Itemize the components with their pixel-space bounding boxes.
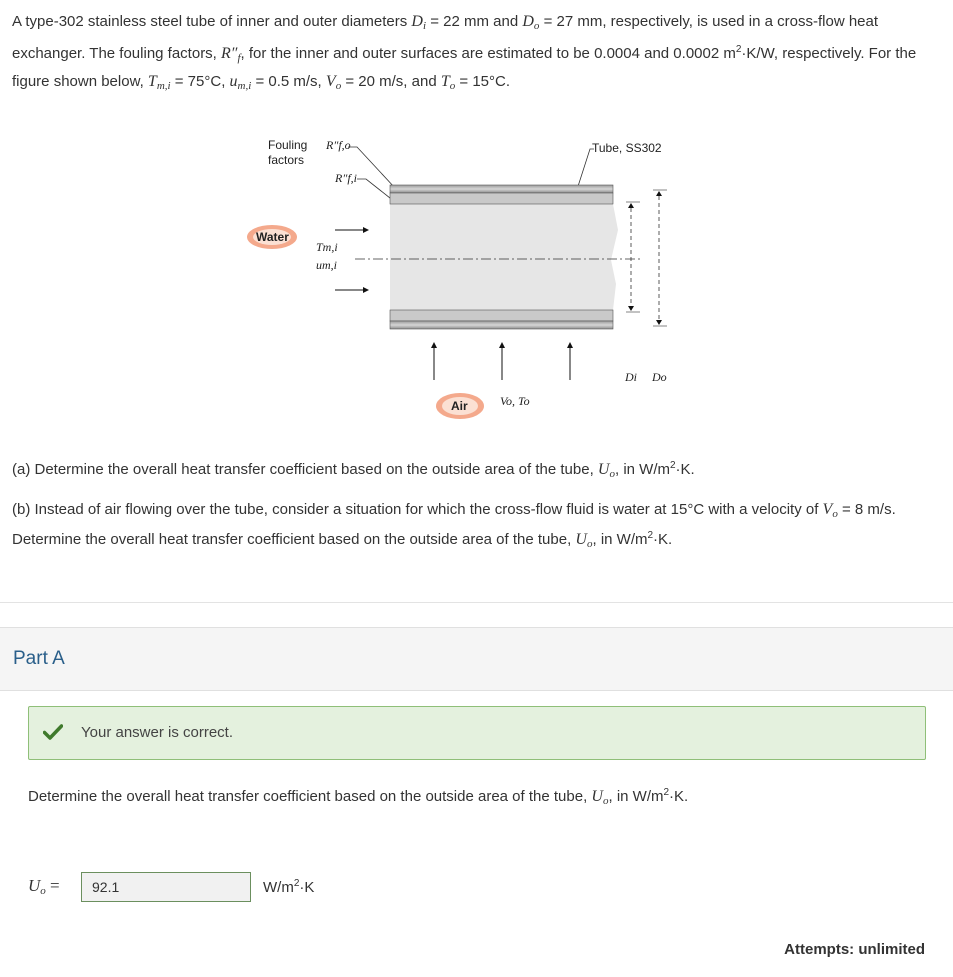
uo-symbol: $U_o$ [591,788,609,807]
uo-symbol: $U_o$ [575,531,593,550]
air-label: Air [451,399,468,413]
answer-label: $U_o$ = [28,876,60,897]
factors-label: factors [268,153,305,167]
umi-symbol: $u_{m,i}$ [229,73,252,92]
rfo-label: R″f,o [326,138,351,152]
rf-symbol: $R''_f$ [221,45,241,64]
top-inner-wall [390,193,613,204]
do-symbol: $D_o$ [522,13,540,32]
problem-statement: A type-302 stainless steel tube of inner and outer diameters $D_i = 22$ mm and $D_o = 27$ mm, respectively, is used in a cross-flow heat exchanger. The fouling factors, $R''_f$, for the inner and outer surfaces are estimated to be 0.0004 and 0.0002 $m^2\cdot K/W$, respectively. For the figure shown below, $T_{m,i} = 75^\circ C$, $u_{m,i} = 0.5$ m/s, $V_o = 20$ m/s, and $T_o = 15^\circ C$. [12,13,917,92]
bottom-outer-wall [390,321,613,329]
vo-to-label: Vo, To [500,394,530,408]
part-a-prompt: Determine the overall heat transfer coefficient based on the outside area of the tube, $U_o$, in $W/m^2\cdot K$. [28,787,689,807]
water-label: Water [256,230,289,244]
to-symbol: $T_o$ [440,73,456,92]
di-symbol: $D_i$ [411,13,427,32]
attempts-label: Attempts: unlimited [784,941,925,958]
umi-label: um,i [316,258,337,272]
top-outer-wall [390,185,613,193]
vo-symbol: $V_o$ [325,73,342,92]
figure-svg [235,130,695,430]
question-b: (b) Instead of air flowing over the tube, consider a situation for which the cross-flow fluid is water at 15°C with a velocity of $V_o = 8$ m/s. Determine the overall heat transfer coefficient based on the outside area of the tube, $U_o$, in $W/m^2\cdot K$. [12,501,896,550]
problem-text: A type-302 stainless steel tube of inner and outer diameters [12,13,412,30]
bottom-inner-wall [390,310,613,321]
part-title: Part A [13,648,65,669]
answer-unit: $W/m^2\cdot K$ [263,878,315,896]
fouling-label: Fouling [268,138,308,152]
question-a: (a) Determine the overall heat transfer coefficient based on the outside area of the tube, $U_o$, in $W/m^2\cdot K$. [12,460,695,480]
tmi-label: Tm,i [316,240,338,254]
tmi-symbol: $T_{m,i}$ [147,73,171,92]
correct-feedback [28,706,926,760]
tube-interior [390,204,618,310]
di-label: Di [625,370,637,384]
tube-label: Tube, SS302 [592,141,662,155]
rfi-leader [357,179,395,202]
feedback-text: Your answer is correct. [81,724,234,741]
part-a-header [0,627,953,691]
answer-input[interactable]: 92.1 [81,872,251,902]
vo-symbol: $V_o$ [822,501,838,520]
uo-symbol: $U_o$ [597,461,615,480]
checkmark-icon [43,723,63,741]
rfi-label: R″f,i [335,171,357,185]
section-divider [0,602,953,603]
heat-exchanger-figure [235,130,695,430]
do-label: Do [652,370,667,384]
